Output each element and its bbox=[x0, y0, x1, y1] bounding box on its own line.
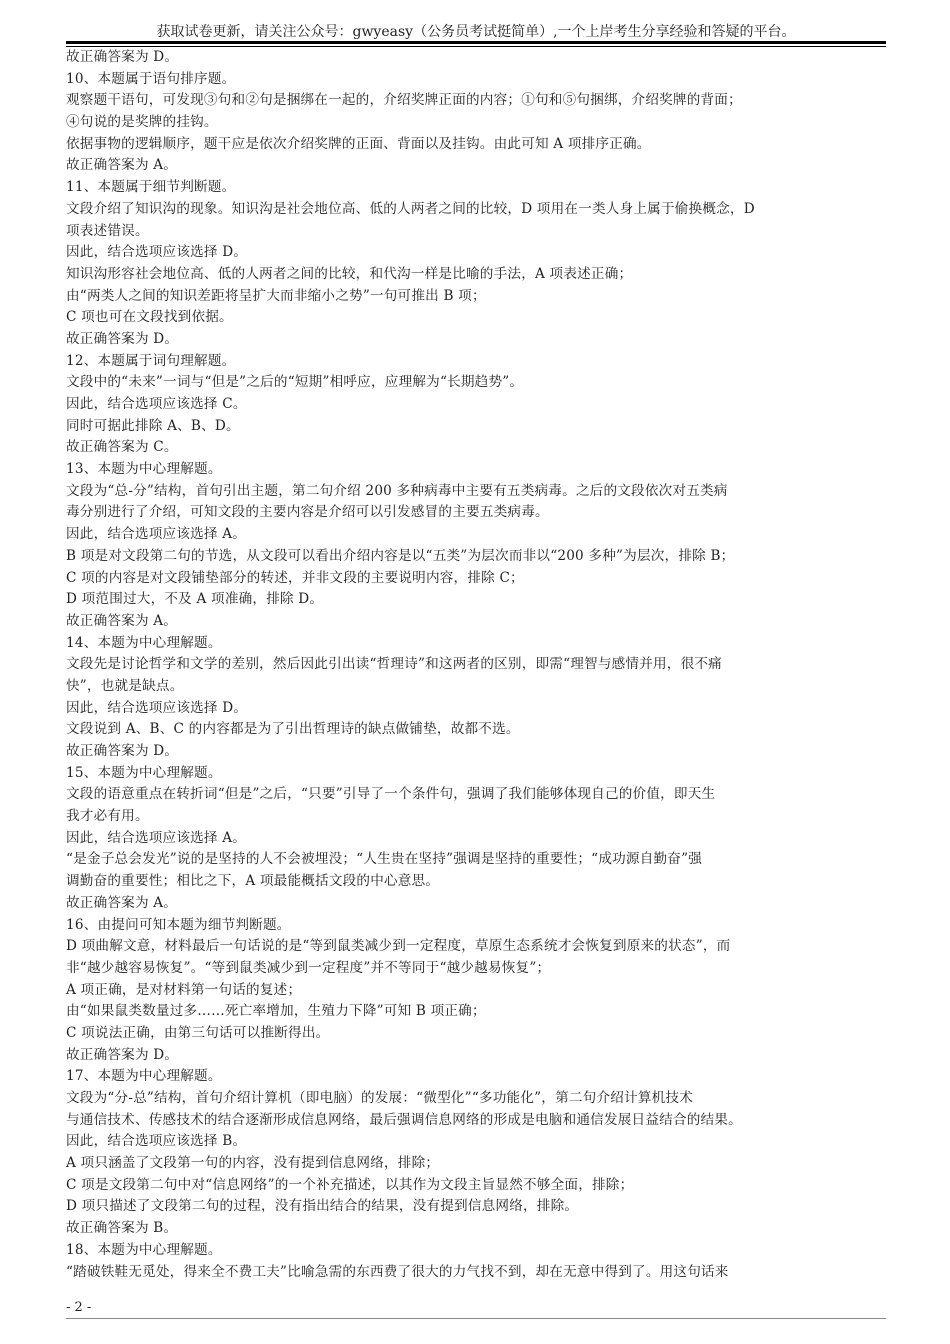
text-line: ④句说的是奖牌的挂钩。 bbox=[66, 114, 218, 131]
text-line: 故正确答案为 D。 bbox=[66, 743, 179, 759]
header-rule-thick bbox=[66, 41, 886, 44]
text-line: A 项只涵盖了文段第一句的内容，没有提到信息网络，排除； bbox=[66, 1155, 440, 1172]
text-line: 故正确答案为 D。 bbox=[66, 1046, 179, 1063]
text-line: “踏破铁鞋无觅处，得来全不费工夫”比喻急需的东西费了很大的力气找不到，却在无意中得到了。用这句话来 bbox=[66, 1263, 729, 1280]
text-line: 非“越少越容易恢复”。“等到鼠类减少到一定程度”并不等同于“越少越易恢复”； bbox=[66, 959, 551, 976]
text-line: 文段为“分-总”结构，首句介绍计算机（即电脑）的发展：“微型化”“多功能化”，第二句介绍计算机技术 bbox=[66, 1090, 694, 1106]
text-line: 13、本题为中心理解题。 bbox=[66, 461, 222, 478]
page-header-text: 获取试卷更新，请关注公众号：gwyeasy（公务员考试挺简单）,一个上岸考生分享经验和答疑的平台。 bbox=[156, 24, 796, 40]
text-line: 故正确答案为 A。 bbox=[66, 894, 178, 911]
text-line: 12、本题属于词句理解题。 bbox=[66, 352, 236, 369]
text-line: 毒分别进行了介绍，可知文段的主要内容是介绍可以引发感冒的主要五类病毒。 bbox=[66, 504, 549, 521]
page-number: - 2 - bbox=[66, 1300, 92, 1315]
text-line: C 项是文段第二句中对“信息网络”的一个补充描述，以其作为文段主旨显然不够全面，排除； bbox=[66, 1176, 634, 1193]
text-line: 15、本题为中心理解题。 bbox=[66, 764, 222, 781]
text-line: 快”，也就是缺点。 bbox=[66, 677, 184, 694]
text-line: 依据事物的逻辑顺序，题干应是依次介绍奖牌的正面、背面以及挂钩。由此可知 A 项排序正确。 bbox=[66, 135, 651, 152]
text-line: D 项曲解文意，材料最后一句话说的是“等到鼠类减少到一定程度，草原生态系统才会恢复到原来的状态”，而 bbox=[66, 938, 731, 955]
text-line: 调勤奋的重要性；相比之下，A 项最能概括文段的中心意思。 bbox=[66, 873, 440, 890]
text-line: “是金子总会发光”说的是坚持的人不会被埋没；“人生贵在坚持”强调是坚持的重要性；“成功源自勤奋”强 bbox=[66, 851, 703, 868]
text-line: 因此，结合选项应该选择 B。 bbox=[66, 1133, 247, 1150]
text-line: C 项也可在文段找到依据。 bbox=[66, 309, 233, 326]
text-line: 文段中的“未来”一词与“但是”之后的“短期”相呼应，应理解为“长期趋势”。 bbox=[66, 374, 524, 391]
text-line: 文段先是讨论哲学和文学的差别，然后因此引出读“哲理诗”和这两者的区别，即需“理智与感情并用，很不痛 bbox=[66, 656, 722, 673]
text-line: D 项范围过大，不及 A 项准确，排除 D。 bbox=[66, 591, 324, 608]
text-line: 18、本题为中心理解题。 bbox=[66, 1241, 222, 1258]
text-line: 由“如果鼠类数量过多……死亡率增加，生殖力下降”可知 B 项正确； bbox=[66, 1003, 486, 1020]
text-line: 由“两类人之间的知识差距将呈扩大而非缩小之势”一句可推出 B 项； bbox=[66, 287, 486, 304]
text-line: 故正确答案为 D。 bbox=[66, 49, 179, 65]
text-line: C 项说法正确，由第三句话可以推断得出。 bbox=[66, 1024, 330, 1041]
text-line: 文段介绍了知识沟的现象。知识沟是社会地位高、低的人两者之间的比较，D 项用在一类人身上属于偷换概念，D bbox=[66, 200, 755, 217]
text-line: 因此，结合选项应该选择 A。 bbox=[66, 526, 247, 543]
text-line: 故正确答案为 A。 bbox=[66, 157, 178, 174]
text-line: 我才必有用。 bbox=[66, 808, 149, 825]
text-line: 因此，结合选项应该选择 C。 bbox=[66, 396, 247, 412]
text-line: 文段为“总-分”结构，首句引出主题，第二句介绍 200 多种病毒中主要有五类病毒。之后的文段依次对五类病 bbox=[66, 482, 728, 499]
text-line: 项表述错误。 bbox=[66, 222, 149, 239]
text-line: 14、本题为中心理解题。 bbox=[66, 634, 222, 651]
text-line: A 项正确，是对材料第一句话的复述； bbox=[66, 981, 302, 998]
text-line: 16、由提问可知本题为细节判断题。 bbox=[66, 916, 291, 933]
text-line: 观察题干语句，可发现③句和②句是捆绑在一起的，介绍奖牌正面的内容；①句和⑤句捆绑，介绍奖牌的背面； bbox=[66, 92, 742, 109]
text-line: 因此，结合选项应该选择 D。 bbox=[66, 699, 248, 716]
text-line: 因此，结合选项应该选择 D。 bbox=[66, 244, 248, 261]
text-line: 故正确答案为 D。 bbox=[66, 330, 179, 347]
footer-rule bbox=[66, 1318, 886, 1319]
text-line: D 项只描述了文段第二句的过程，没有指出结合的结果，没有提到信息网络，排除。 bbox=[66, 1198, 579, 1215]
text-line: 与通信技术、传感技术的结合逐渐形成信息网络，最后强调信息网络的形成是电脑和通信发展日益结合的结果。 bbox=[66, 1111, 742, 1128]
text-line: 知识沟形容社会地位高、低的人两者之间的比较，和代沟一样是比喻的手法，A 项表述正确； bbox=[66, 265, 633, 282]
text-line: 文段说到 A、B、C 的内容都是为了引出哲理诗的缺点做铺垫，故都不选。 bbox=[66, 721, 520, 738]
text-line: 10、本题属于语句排序题。 bbox=[66, 70, 236, 87]
text-line: 故正确答案为 B。 bbox=[66, 1220, 178, 1237]
text-line: B 项是对文段第二句的节选，从文段可以看出介绍内容是以“五类”为层次而非以“200 多种”为层次，排除 B； bbox=[66, 547, 735, 564]
document-body bbox=[66, 47, 888, 1283]
text-line: 故正确答案为 A。 bbox=[66, 612, 178, 629]
text-line: 故正确答案为 C。 bbox=[66, 439, 178, 456]
text-line: 因此，结合选项应该选择 A。 bbox=[66, 829, 247, 846]
text-line: C 项的内容是对文段铺垫部分的转述，并非文段的主要说明内容，排除 C； bbox=[66, 569, 524, 586]
text-line: 11、本题属于细节判断题。 bbox=[66, 179, 236, 196]
text-line: 文段的语意重点在转折词“但是”之后，“只要”引导了一个条件句，强调了我们能够体现自己的价值，即天生 bbox=[66, 786, 716, 803]
text-line: 17、本题为中心理解题。 bbox=[66, 1068, 222, 1085]
text-line: 同时可据此排除 A、B、D。 bbox=[66, 417, 240, 434]
